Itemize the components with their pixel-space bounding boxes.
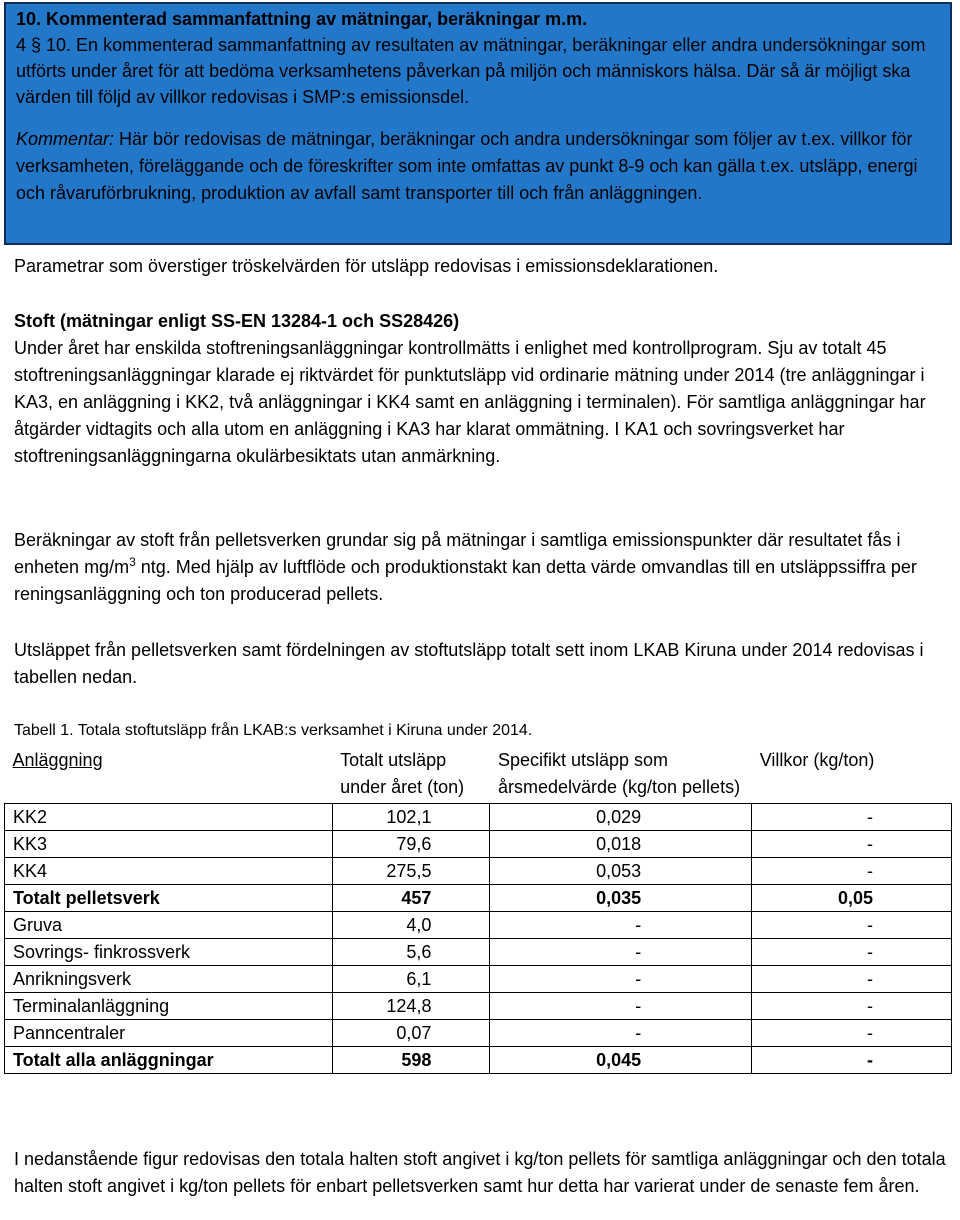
comment-label: Kommentar: xyxy=(16,129,115,149)
emissions-table xyxy=(4,745,952,1074)
cell-total: 79,6 xyxy=(332,831,490,858)
cell-total: 598 xyxy=(332,1047,490,1074)
cell-total: 124,8 xyxy=(332,993,490,1020)
cell-villkor: 0,05 xyxy=(752,885,952,912)
stoft-heading: Stoft (mätningar enligt SS-EN 13284-1 och SS28426) xyxy=(14,311,460,331)
cell-villkor: - xyxy=(752,966,952,993)
cell-name: KK3 xyxy=(5,831,333,858)
cell-total: 102,1 xyxy=(332,804,490,831)
table-caption: Tabell 1. Totala stoftutsläpp från LKAB:s verksamhet i Kiruna under 2014. xyxy=(14,722,533,739)
cell-specific: - xyxy=(490,1020,752,1047)
cell-villkor: - xyxy=(752,993,952,1020)
cell-specific: 0,045 xyxy=(490,1047,752,1074)
header-villkor: Villkor (kg/ton) xyxy=(752,745,952,804)
cell-name: Terminalanläggning xyxy=(5,993,333,1020)
cell-total: 0,07 xyxy=(332,1020,490,1047)
cell-specific: 0,018 xyxy=(490,831,752,858)
cell-name: KK4 xyxy=(5,858,333,885)
cell-villkor: - xyxy=(752,804,952,831)
header-specifikt: Specifikt utsläpp som årsmedelvärde (kg/ton pellets) xyxy=(490,745,752,804)
table-row xyxy=(5,993,952,1020)
paragraph-figur: I nedanstående figur redovisas den totala halten stoft angivet i kg/ton pellets för samtliga anläggningar och den totala halten stoft angivet i kg/ton pellets för enbart pelletsverken samt hur detta har varierat under de senaste fem åren. xyxy=(14,1149,946,1196)
cell-villkor: - xyxy=(752,858,952,885)
paragraph-utslapp: Utsläppet från pelletsverken samt fördelningen av stoftutsläpp totalt sett inom LKAB Kiruna under 2014 redovisas i tabellen nedan. xyxy=(14,640,924,687)
cell-specific: 0,035 xyxy=(490,885,752,912)
section-paragraph: 4 § 10. En kommenterad sammanfattning av resultaten av mätningar, beräkningar eller andra undersökningar som utförts under året för att bedöma verksamhetens påverkan på miljön och människors hälsa. Där så är möjligt ska värden till följd av villkor redovisas i SMP:s emissionsdel. xyxy=(16,35,926,107)
cell-total: 275,5 xyxy=(332,858,490,885)
cell-villkor: - xyxy=(752,939,952,966)
cell-specific: - xyxy=(490,966,752,993)
cell-specific: 0,029 xyxy=(490,804,752,831)
table-row xyxy=(5,831,952,858)
header-totalt: Totalt utsläpp under året (ton) xyxy=(332,745,490,804)
cell-total: 4,0 xyxy=(332,912,490,939)
cell-specific: - xyxy=(490,912,752,939)
table-row xyxy=(5,804,952,831)
para2-start: Beräkningar av stoft från pelletsverken grundar sig på mätningar i samtliga emissionspunkter där resultatet fås i enheten mg/m xyxy=(14,530,901,577)
table-header-row xyxy=(5,745,952,804)
cell-villkor: - xyxy=(752,912,952,939)
cell-name: Totalt pelletsverk xyxy=(5,885,333,912)
instruction-box xyxy=(4,2,952,245)
cell-total: 457 xyxy=(332,885,490,912)
comment-text: Här bör redovisas de mätningar, beräkningar och andra undersökningar som följer av t.ex. villkor för verksamheten, föreläggande och de föreskrifter som inte omfattas av punkt 8-9 och kan gälla t.ex. utsläpp, energi och råvaruförbrukning, produktion av avfall samt transporter till och från anläggningen. xyxy=(16,129,918,203)
cell-name: KK2 xyxy=(5,804,333,831)
cell-total: 5,6 xyxy=(332,939,490,966)
cell-name: Anrikningsverk xyxy=(5,966,333,993)
cell-villkor: - xyxy=(752,1047,952,1074)
cell-specific: 0,053 xyxy=(490,858,752,885)
para2-end: ntg. Med hjälp av luftflöde och produktionstakt kan detta värde omvandlas till en utsläppssiffra per reningsanläggning och ton producerad pellets. xyxy=(14,557,917,604)
table-row xyxy=(5,912,952,939)
paragraph-kontroll: Under året har enskilda stoftreningsanläggningar kontrollmätts i enlighet med kontrollprogram. Sju av totalt 45 stoftreningsanläggningar klarade ej riktvärdet för punktutsläpp vid ordinarie mätning under 2014 (tre anläggningar i KA3, en anläggning i KK2, två anläggningar i KK4 samt en anläggning i terminalen). För samtliga anläggningar har åtgärder vidtagits och alla utom en anläggning i KA3 har klarat ommätning. I KA1 och sovringsverket har stoftreningsanläggningarna okulärbesiktats utan anmärkning. xyxy=(14,338,926,466)
comment-paragraph xyxy=(16,126,940,207)
cell-name: Gruva xyxy=(5,912,333,939)
paragraph-berakningar xyxy=(14,527,949,608)
table-row-total-pelletsverk xyxy=(5,885,952,912)
cell-name: Totalt alla anläggningar xyxy=(5,1047,333,1074)
cell-name: Panncentraler xyxy=(5,1020,333,1047)
table-row-total-alla xyxy=(5,1047,952,1074)
table-row xyxy=(5,1020,952,1047)
table-row xyxy=(5,966,952,993)
cell-specific: - xyxy=(490,939,752,966)
cell-villkor: - xyxy=(752,831,952,858)
superscript-3: 3 xyxy=(129,555,136,569)
table-row xyxy=(5,858,952,885)
cell-specific: - xyxy=(490,993,752,1020)
cell-villkor: - xyxy=(752,1020,952,1047)
cell-name: Sovrings- finkrossverk xyxy=(5,939,333,966)
header-anlaggning: Anläggning xyxy=(5,745,333,804)
section-title: 10. Kommenterad sammanfattning av mätningar, beräkningar m.m. xyxy=(16,9,588,29)
cell-total: 6,1 xyxy=(332,966,490,993)
intro-line: Parametrar som överstiger tröskelvärden för utsläpp redovisas i emissionsdeklarationen. xyxy=(14,256,719,276)
table-row xyxy=(5,939,952,966)
